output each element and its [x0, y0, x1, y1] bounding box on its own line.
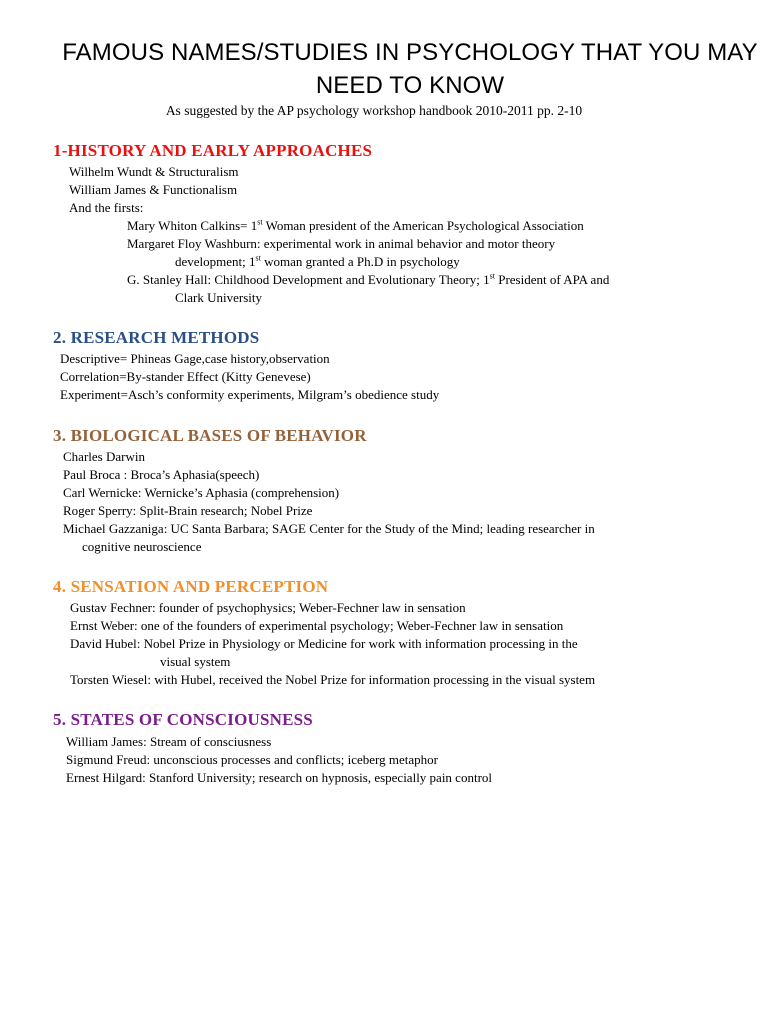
- list-item: Carl Wernicke: Wernicke’s Aphasia (comprehension): [63, 485, 340, 500]
- list-item: Roger Sperry: Split-Brain research; Nobel Prize: [63, 503, 313, 518]
- list-item: Margaret Floy Washburn: experimental work in animal behavior and motor theory: [127, 236, 556, 251]
- line-text: Mary Whiton Calkins= 1: [127, 218, 258, 233]
- list-item: William James: Stream of consciusness: [66, 734, 272, 749]
- page-title: FAMOUS NAMES/STUDIES IN PSYCHOLOGY THAT YOU MAY NEED TO KNOW: [62, 39, 758, 99]
- superscript: st: [489, 271, 495, 281]
- line-text: Woman president of the American Psychological Association: [262, 218, 584, 233]
- list-item: Ernst Weber: one of the founders of experimental psychology; Weber-Fechner law in sensation: [70, 618, 564, 633]
- section-heading: 2. RESEARCH METHODS: [53, 328, 260, 347]
- superscript: st: [255, 253, 261, 263]
- list-item: Wilhelm Wundt & Structuralism: [69, 164, 239, 179]
- list-item: Torsten Wiesel: with Hubel, received the Nobel Prize for information processing in the visual system: [70, 672, 596, 687]
- list-item: Descriptive= Phineas Gage,case history,observation: [60, 351, 330, 366]
- list-item: [127, 217, 584, 235]
- line-text: woman granted a Ph.D in psychology: [260, 254, 460, 269]
- list-item: And the firsts:: [69, 200, 144, 215]
- list-item: visual system: [160, 654, 231, 669]
- list-item: William James & Functionalism: [69, 182, 238, 197]
- line-text: development; 1: [175, 254, 256, 269]
- list-item: Correlation=By-stander Effect (Kitty Genevese): [60, 369, 311, 384]
- list-item: Paul Broca : Broca’s Aphasia(speech): [63, 467, 260, 482]
- section-heading: 1-HISTORY AND EARLY APPROACHES: [53, 141, 373, 160]
- list-item: David Hubel: Nobel Prize in Physiology or Medicine for work with information processing in the: [70, 636, 578, 651]
- list-item: Gustav Fechner: founder of psychophysics; Weber-Fechner law in sensation: [70, 600, 466, 615]
- superscript: st: [257, 217, 263, 227]
- line-text: President of APA and: [494, 272, 610, 287]
- page-subtitle: As suggested by the AP psychology workshop handbook 2010-2011 pp. 2-10: [165, 103, 583, 118]
- list-item: Michael Gazzaniga: UC Santa Barbara; SAGE Center for the Study of the Mind; leading researcher in: [63, 521, 595, 536]
- list-item: Ernest Hilgard: Stanford University; research on hypnosis, especially pain control: [66, 770, 493, 785]
- list-item: Experiment=Asch’s conformity experiments, Milgram’s obedience study: [60, 387, 440, 402]
- list-item: Clark University: [175, 290, 263, 305]
- section-heading: 4. SENSATION AND PERCEPTION: [53, 577, 329, 596]
- list-item: cognitive neuroscience: [82, 539, 202, 554]
- line-text: G. Stanley Hall: Childhood Development and Evolutionary Theory; 1: [127, 272, 490, 287]
- list-item: [175, 253, 460, 271]
- section-heading: 5. STATES OF CONSCIOUSNESS: [53, 710, 313, 729]
- section-heading: 3. BIOLOGICAL BASES OF BEHAVIOR: [53, 426, 367, 445]
- list-item: Sigmund Freud: unconscious processes and conflicts; iceberg metaphor: [66, 752, 438, 767]
- list-item: Charles Darwin: [63, 449, 145, 464]
- list-item: [127, 271, 609, 289]
